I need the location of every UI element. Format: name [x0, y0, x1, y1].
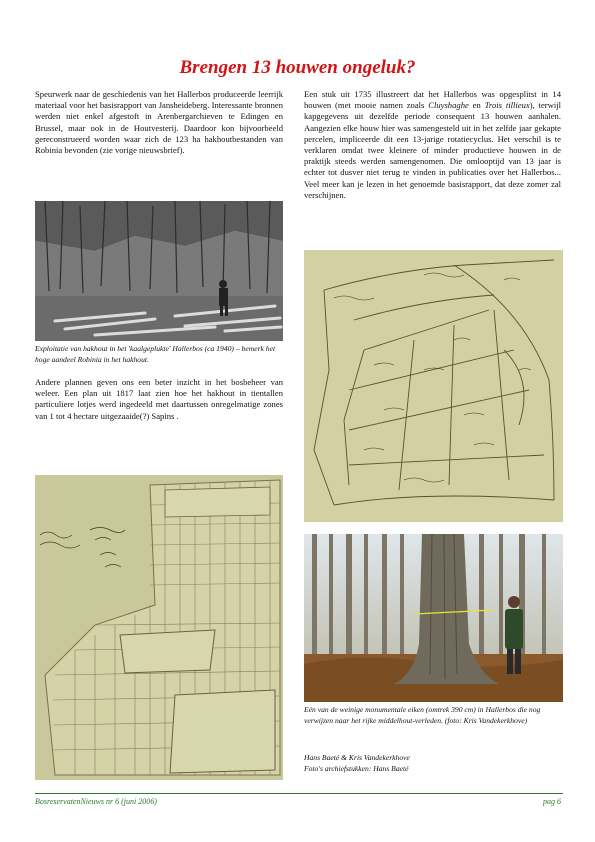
footer-divider: [35, 793, 563, 794]
article-title: Brengen 13 houwen ongeluk?: [179, 57, 416, 78]
map-1735-photo: [304, 250, 563, 522]
col1-paragraph-2: Andere plannen geven ons een beter inzicht in het bosbeheer van weleer. Een plan uit 1817 laat zien hoe het hakhout in tientallen particuliere lotjes werd ingedeeld met daartussen onregelmatige zones van 1 tot 4 hectare uitgezaaide(?) Sapins .: [35, 377, 283, 421]
col1-paragraph-1: Speurwerk naar de geschiedenis van het Hallerbos produceerde leerrijk materiaal voor het basisrapport van Jansheideberg. Interessante bronnen werden niet enkel afgestoft in Arenbergarchieven te Edingen en Brussel, maar ook in de Houtvesterij. Daardoor kon bijvoorbeeld gereconstrueerd worden waar zich de 123 ha hakhoutbestanden van Robinia bevonden (zie vorige nieuwsbrief).: [35, 89, 283, 156]
footer-publication: BosreservatenNieuws nr 6 (juni 2006): [35, 797, 157, 806]
credit-authors: Hans Baeté & Kris Vandekerkhove: [304, 753, 410, 762]
oak-caption: Eén van de weinige monumentale eiken (omtrek 390 cm) in Hallerbos die nog verwijzen naar het rijke middelhout-verleden. (foto: Kris Vandekerkhove): [304, 705, 541, 725]
map-1817-photo: [35, 475, 283, 780]
col2-paragraph: Een stuk uit 1735 illustreert dat het Hallerbos was opgesplitst in 14 houwen (met mooie namen zoals Cluyshaghe en Trois tillieux), terwijl kapgegevens uit dezelfde periode consequent 13 houwen aanhalen. Aangezien elke houw hier was samengesteld uit in het zelfde jaar gekapte percelen, impliceerde dit een 13-jarige rotatiecyclus. Het verschil is te verklaren omdat twee kleinere of minder productieve houwen in de praktijk steeds werden samengenomen. Die omlooptijd van 13 jaar is echter tot dusver niet terug te vinden in publicaties over het Hallerbos... Veel meer kan je lezen in het genoemde basisrapport, dat deze zomer zal verschijnen.: [304, 89, 561, 200]
historic-forest-photo: [35, 201, 283, 341]
oak-tree-photo: [304, 534, 563, 702]
footer-page-number: pag 6: [543, 797, 561, 806]
credit-archive: Foto's archiefstukken: Hans Baeté: [304, 764, 409, 773]
photo-caption-hakhout: Exploitatie van hakhout in het 'kaalgeplukte' Hallerbos (ca 1940) – bemerk het hoge aandeel Robinia in het hakhout.: [35, 344, 276, 364]
